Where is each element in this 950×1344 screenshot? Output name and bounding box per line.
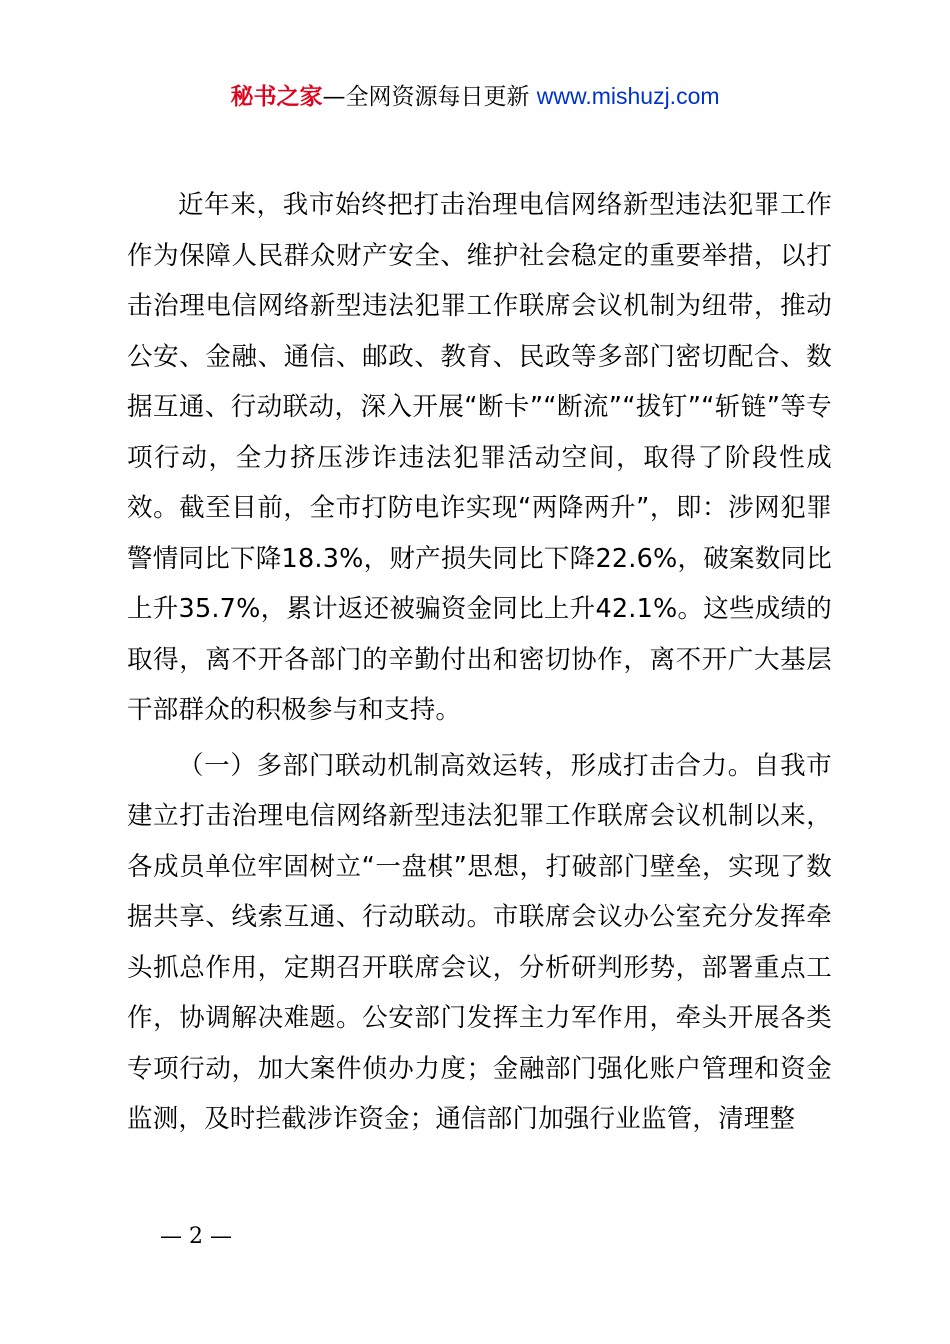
page-number: — 2 —	[160, 1224, 232, 1249]
site-header	[0, 80, 950, 113]
document-body	[127, 180, 832, 1145]
paragraph-intro: 近年来，我市始终把打击治理电信网络新型违法犯罪工作作为保障人民群众财产安全、维护社会稳定的重要举措，以打击治理电信网络新型违法犯罪工作联席会议机制为纽带，推动公安、金融、通信、邮政、教育、民政等多部门密切配合、数据互通、行动联动，深入开展“断卡”“断流”“拔钉”“斩链”等专项行动，全力挤压涉诈违法犯罪活动空间，取得了阶段性成效。截至目前，全市打防电诈实现“两降两升”，即：涉网犯罪警情同比下降18.3%，财产损失同比下降22.6%，破案数同比上升35.7%，累计返还被骗资金同比上升42.1%。这些成绩的取得，离不开各部门的辛勤付出和密切协作，离不开广大基层干部群众的积极参与和支持。	[127, 190, 832, 725]
paragraph-section-1: （一）多部门联动机制高效运转，形成打击合力。自我市建立打击治理电信网络新型违法犯罪工作联席会议机制以来，各成员单位牢固树立“一盘棋”思想，打破部门壁垒，实现了数据共享、线索互通、行动联动。市联席会议办公室充分发挥牵头抓总作用，定期召开联席会议，分析研判形势，部署重点工作，协调解决难题。公安部门发挥主力军作用，牵头开展各类专项行动，加大案件侦办力度；金融部门强化账户管理和资金监测，及时拦截涉诈资金；通信部门加强行业监管，清理整	[127, 750, 832, 1134]
header-slogan: —全网资源每日更新	[322, 84, 530, 110]
brand-name: 秘书之家	[230, 84, 323, 110]
site-url[interactable]: www.mishuzj.com	[536, 83, 720, 109]
